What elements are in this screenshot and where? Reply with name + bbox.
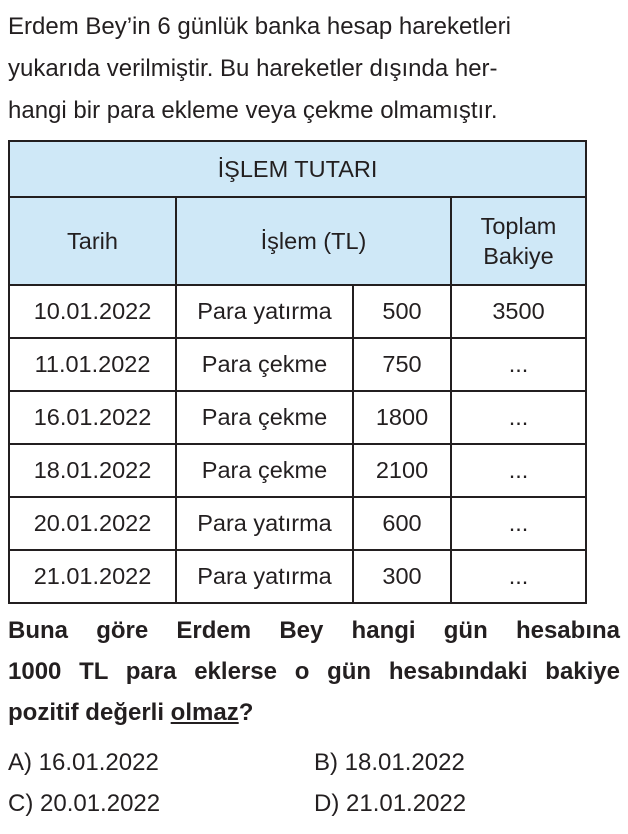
table-row [9,391,586,444]
question-line-1: Buna göre Erdem Bey hangi gün hesabına [8,617,620,644]
cell-amount: 2100 [353,444,451,497]
intro-line-3: hangi bir para ekleme veya çekme olmamıştır. [8,97,498,124]
option-c[interactable]: C) 20.01.2022 [8,790,161,817]
cell-date: 10.01.2022 [9,285,176,338]
cell-balance: ... [451,550,586,603]
cell-date: 21.01.2022 [9,550,176,603]
table-header-row [9,197,586,285]
header-balance [451,197,586,285]
cell-balance: ... [451,391,586,444]
cell-date: 18.01.2022 [9,444,176,497]
intro-line-1: Erdem Bey’in 6 günlük banka hesap hareketleri [8,13,511,40]
table-row [9,497,586,550]
table-title: İŞLEM TUTARI [9,141,586,197]
option-b[interactable]: B) 18.01.2022 [314,749,465,776]
question-line-3-start: pozitif değerli [8,699,171,726]
cell-type: Para çekme [176,391,353,444]
intro-line-2: yukarıda verilmiştir. Bu hareketler dışında her- [8,55,498,82]
cell-amount: 500 [353,285,451,338]
table-row [9,444,586,497]
cell-type: Para yatırma [176,285,353,338]
transactions-table [8,140,587,604]
header-balance-line-1: Toplam [480,213,557,239]
option-d[interactable]: D) 21.01.2022 [314,790,467,817]
cell-balance: ... [451,444,586,497]
table-row [9,338,586,391]
option-a[interactable]: A) 16.01.2022 [8,749,159,776]
cell-date: 20.01.2022 [9,497,176,550]
cell-amount: 750 [353,338,451,391]
cell-type: Para yatırma [176,550,353,603]
header-operation: İşlem (TL) [176,197,451,285]
question-line-3-end: ? [238,699,254,726]
cell-amount: 1800 [353,391,451,444]
cell-amount: 600 [353,497,451,550]
cell-balance: ... [451,497,586,550]
question-line-2: 1000 TL para eklerse o gün hesabındaki bakiye [8,658,620,685]
table-title-row [9,141,586,197]
cell-balance: 3500 [451,285,586,338]
cell-amount: 300 [353,550,451,603]
question-emphasis: olmaz [170,699,239,726]
cell-balance: ... [451,338,586,391]
question-text [8,610,620,733]
header-balance-line-2: Bakiye [483,243,554,269]
table-row [9,285,586,338]
header-date: Tarih [9,197,176,285]
cell-type: Para yatırma [176,497,353,550]
cell-date: 11.01.2022 [9,338,176,391]
table-row [9,550,586,603]
intro-paragraph [8,6,620,132]
cell-date: 16.01.2022 [9,391,176,444]
cell-type: Para çekme [176,444,353,497]
cell-type: Para çekme [176,338,353,391]
question-line-3 [8,692,620,733]
